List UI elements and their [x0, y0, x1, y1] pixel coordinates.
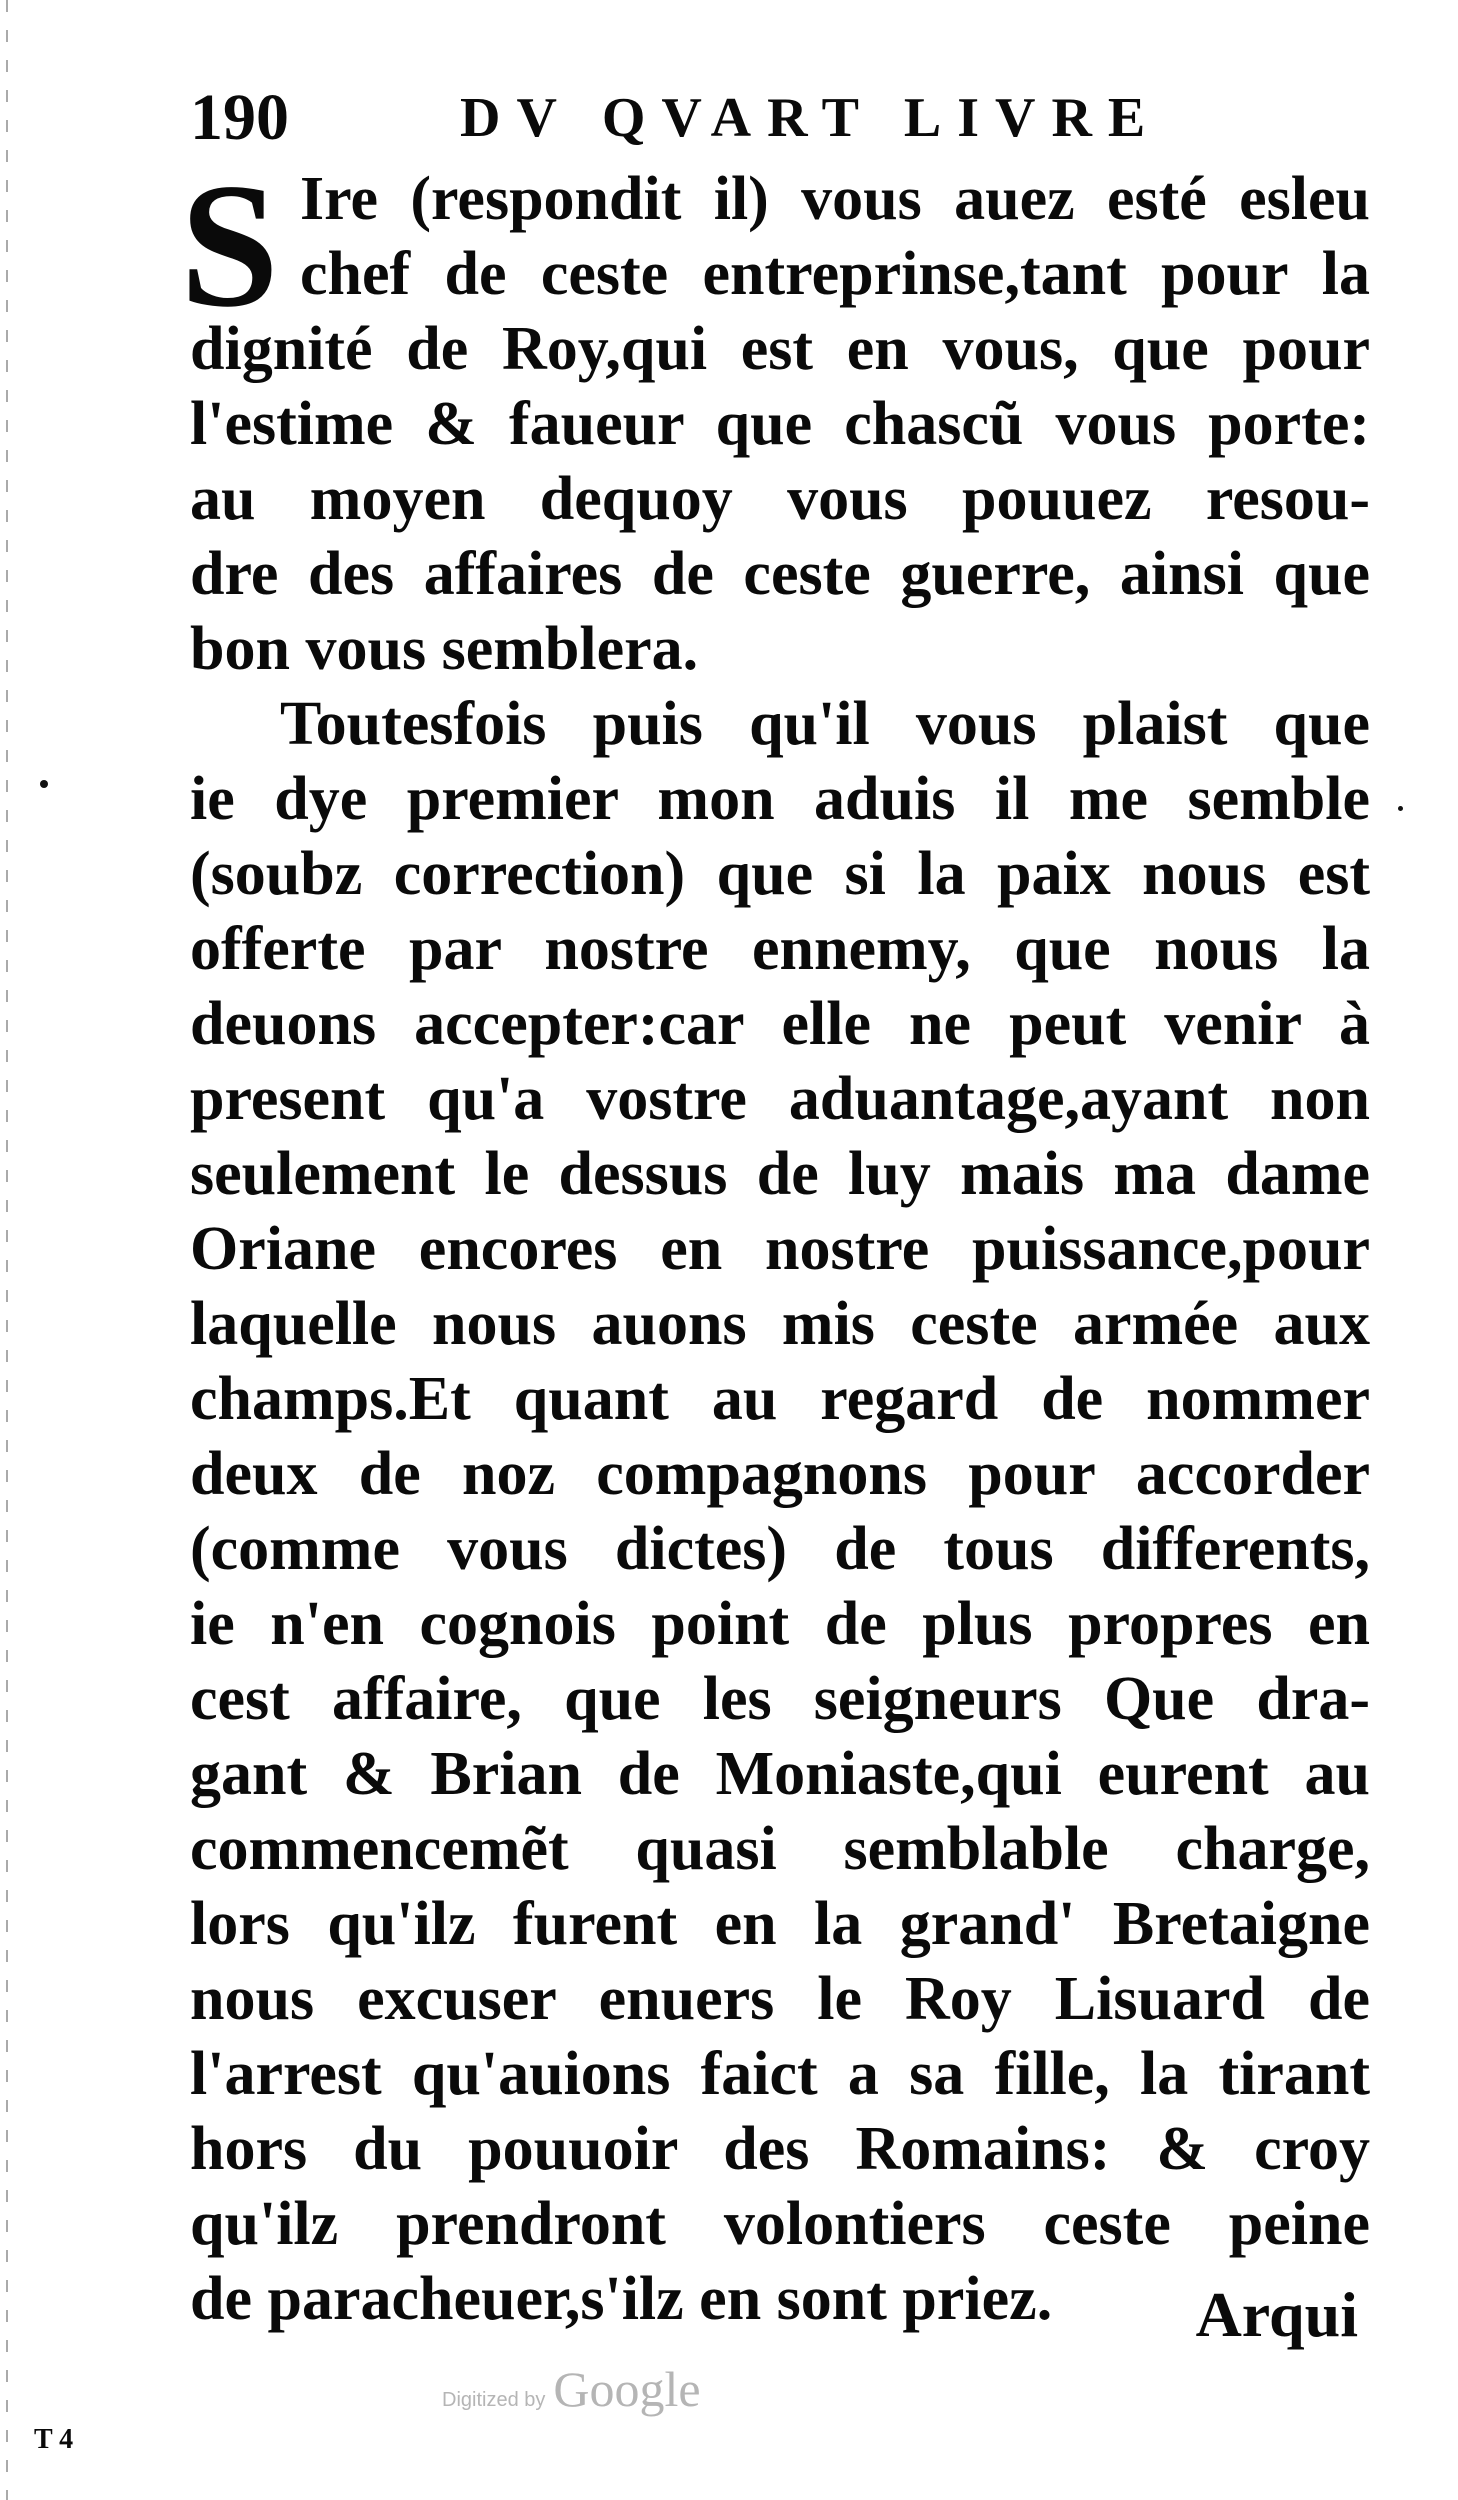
body-text: [180, 146, 1370, 2337]
ink-speck: [1398, 806, 1403, 811]
text-line: l'arrest qu'auions faict a sa fille, la tirant: [190, 2040, 1370, 2108]
text-line: Oriane encores en nostre puissance,pour: [190, 1215, 1370, 1283]
text-line: gant & Brian de Moniaste,qui eurent au: [190, 1740, 1370, 1808]
text-line: qu'ilz prendront volontiers ceste peine: [190, 2190, 1370, 2258]
paragraph-2: [190, 687, 1370, 2337]
drop-capital: S: [180, 146, 279, 344]
text-line: ie n'en cognois point de plus propres en: [190, 1590, 1370, 1658]
text-line: seulement le dessus de luy mais ma dame: [190, 1140, 1370, 1208]
running-title: DV QVART LIVRE: [460, 87, 1162, 149]
page-number: 190: [190, 81, 289, 154]
watermark-brand: Google: [553, 2361, 701, 2417]
text-line: champs.Et quant au regard de nommer: [190, 1365, 1370, 1433]
text-line: commencemẽt quasi semblable charge,: [190, 1815, 1370, 1883]
text-line: bon vous semblera.: [190, 615, 699, 683]
text-line: chef de ceste entreprinse,tant pour la: [300, 240, 1370, 308]
text-line: hors du pouuoir des Romains: & croy: [190, 2115, 1370, 2183]
text-line: dre des affaires de ceste guerre, ainsi que: [190, 540, 1370, 608]
text-line: deuons accepter:car elle ne peut venir à: [190, 990, 1370, 1058]
text-line: Ire (respondit il) vous auez esté esleu: [300, 165, 1370, 233]
text-line: lors qu'ilz furent en la grand' Bretaigne: [190, 1890, 1370, 1958]
margin-mark: T 4: [34, 2424, 74, 2455]
text-line: laquelle nous auons mis ceste armée aux: [190, 1290, 1370, 1358]
text-line: de paracheuer,s'ilz en sont priez.: [190, 2265, 1053, 2333]
text-line: ie dye premier mon aduis il me semble: [190, 765, 1370, 833]
text-line: deux de noz compagnons pour accorder: [190, 1440, 1370, 1508]
text-line: l'estime & faueur que chascũ vous porte:: [190, 390, 1370, 458]
watermark-prefix: Digitized by: [442, 2389, 546, 2411]
text-line: present qu'a vostre aduantage,ayant non: [190, 1065, 1370, 1133]
text-line: (comme vous dictes) de tous differents,: [190, 1515, 1370, 1583]
text-line: (soubz correction) que si la paix nous est: [190, 840, 1370, 908]
text-line: Toutesfois puis qu'il vous plaist que: [280, 690, 1370, 758]
ink-speck: [40, 780, 48, 788]
text-line: dignité de Roy,qui est en vous, que pour: [190, 315, 1370, 383]
page-edge: [6, 0, 8, 2500]
digitized-watermark: [442, 2360, 701, 2418]
text-line: nous excuser enuers le Roy Lisuard de: [190, 1965, 1370, 2033]
page-header: [190, 78, 1220, 158]
paragraph-1: [180, 146, 1370, 687]
text-line: au moyen dequoy vous pouuez resou-: [190, 465, 1370, 533]
text-line: cest affaire, que les seigneurs Que dra-: [190, 1665, 1370, 1733]
catchword: Arqui: [1195, 2279, 1358, 2350]
text-line: offerte par nostre ennemy, que nous la: [190, 915, 1370, 983]
